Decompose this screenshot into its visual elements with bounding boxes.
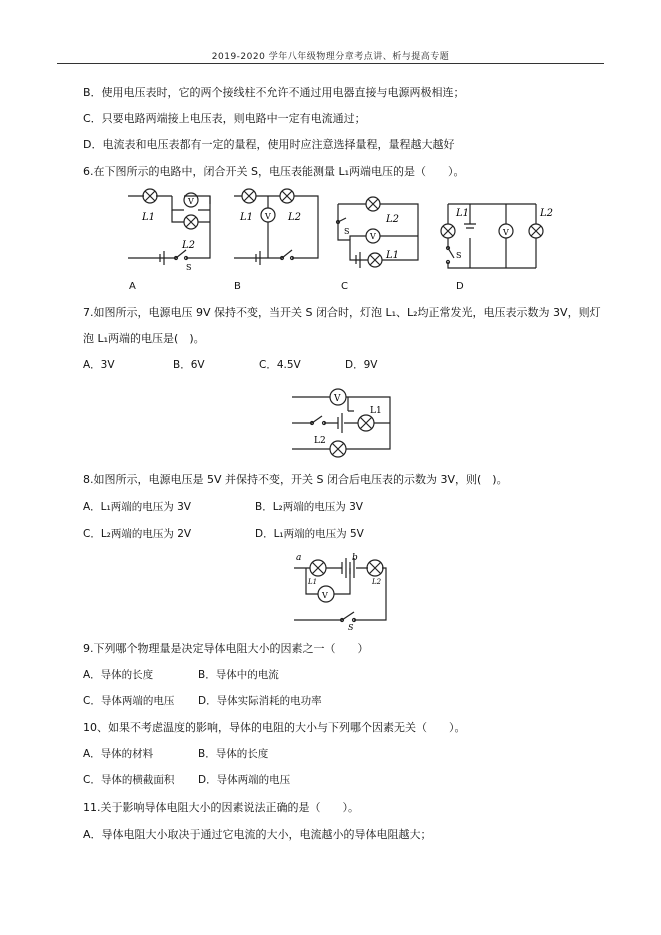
fig-label-a: A <box>129 281 136 292</box>
q9-option-d: D．导体实际消耗的电功率 <box>198 695 322 707</box>
q10-option-d: D．导体两端的电压 <box>198 774 291 786</box>
question-10: 10、如果不考虑温度的影响，导体的电阻的大小与下列哪个因素无关（ ）。 <box>83 721 466 734</box>
option-b-text: B．使用电压表时，它的两个接线柱不允许不通过用电器直接与电源两极相连； <box>83 86 465 99</box>
switch-label: S <box>186 263 192 272</box>
q10-option-c: C．导体的横截面积 <box>83 774 175 786</box>
q6-circuit-c <box>330 192 425 272</box>
point-label-a: a <box>296 553 302 563</box>
lamp-label-l2: L2 <box>540 208 554 219</box>
header-rule <box>57 63 604 64</box>
fig-label-d: D <box>456 281 464 292</box>
voltmeter-label: V <box>265 212 271 221</box>
question-6: 6.在下图所示的电路中，闭合开关 S，电压表能测量 L₁两端电压的是（ ）。 <box>83 165 465 178</box>
q9-option-b: B．导体中的电流 <box>198 669 279 681</box>
question-8: 8.如图所示，电源电压是 5V 并保持不变，开关 S 闭合后电压表的示数为 3V，则( )。 <box>83 473 508 486</box>
q6-circuit-b <box>230 188 322 268</box>
voltmeter-label: V <box>370 232 376 241</box>
voltmeter-label: V <box>334 394 341 404</box>
q8-option-d: D．L₁两端的电压为 5V <box>255 528 364 540</box>
voltmeter-label: V <box>322 591 328 600</box>
lamp-label-l2: L2 <box>288 212 302 223</box>
q8-option-a: A．L₁两端的电压为 3V <box>83 501 191 513</box>
lamp-label-l2: L2 <box>314 436 326 446</box>
question-9: 9.下列哪个物理量是决定导体电阻大小的因素之一（ ） <box>83 642 369 655</box>
lamp-label-l1: L1 <box>456 208 470 219</box>
q9-option-c: C．导体两端的电压 <box>83 695 175 707</box>
q7-circuit <box>288 385 398 460</box>
voltmeter-label: V <box>188 197 194 206</box>
lamp-label-l1: L1 <box>370 406 382 416</box>
lamp-label-l2: L2 <box>182 240 196 251</box>
point-label-b: b <box>352 553 358 563</box>
q6-circuit-d <box>436 196 558 276</box>
page-header: 2019-2020 学年八年级物理分章考点讲、析与提高专题 <box>211 52 450 62</box>
option-c-text: C．只要电路两端接上电压表，则电路中一定有电流通过； <box>83 112 366 125</box>
lamp-label-l1: L1 <box>386 250 400 261</box>
q10-option-a: A．导体的材料 <box>83 748 154 760</box>
voltmeter-label: V <box>503 228 509 237</box>
q9-option-a: A．导体的长度 <box>83 669 154 681</box>
q8-circuit <box>286 550 392 632</box>
q6-circuit-a <box>124 188 214 272</box>
fig-label-b: B <box>234 281 241 292</box>
lamp-label-l1: L1 <box>142 212 156 223</box>
q11-option-a: A．导体电阻大小取决于通过它电流的大小，电流越小的导体电阻越大； <box>83 828 432 841</box>
q8-option-c: C．L₂两端的电压为 2V <box>83 528 192 540</box>
option-d-text: D．电流表和电压表都有一定的量程，使用时应注意选择量程，量程越大越好 <box>83 138 455 151</box>
switch-label: S <box>348 623 354 632</box>
q7-option-c: C．4.5V <box>259 359 301 371</box>
lamp-label-l1: L1 <box>308 578 318 586</box>
switch-label: S <box>344 227 350 236</box>
q7-option-d: D．9V <box>345 359 378 371</box>
lamp-label-l2: L2 <box>386 214 400 225</box>
q10-option-b: B．导体的长度 <box>198 748 269 760</box>
question-7-line2: 泡 L₁两端的电压是( )。 <box>83 332 205 345</box>
fig-label-c: C <box>341 281 348 292</box>
lamp-label-l1: L1 <box>240 212 254 223</box>
question-7-line1: 7.如图所示，电源电压 9V 保持不变，当开关 S 闭合时，灯泡 L₁、L₂均正常发光，电压表示数为 3V，则灯 <box>83 306 601 319</box>
q7-option-b: B．6V <box>173 359 205 371</box>
switch-label: S <box>456 251 462 260</box>
lamp-label-l2: L2 <box>372 578 382 586</box>
q8-option-b: B．L₂两端的电压为 3V <box>255 501 363 513</box>
question-11: 11.关于影响导体电阻大小的因素说法正确的是（ ）。 <box>83 801 359 814</box>
q7-option-a: A．3V <box>83 359 115 371</box>
